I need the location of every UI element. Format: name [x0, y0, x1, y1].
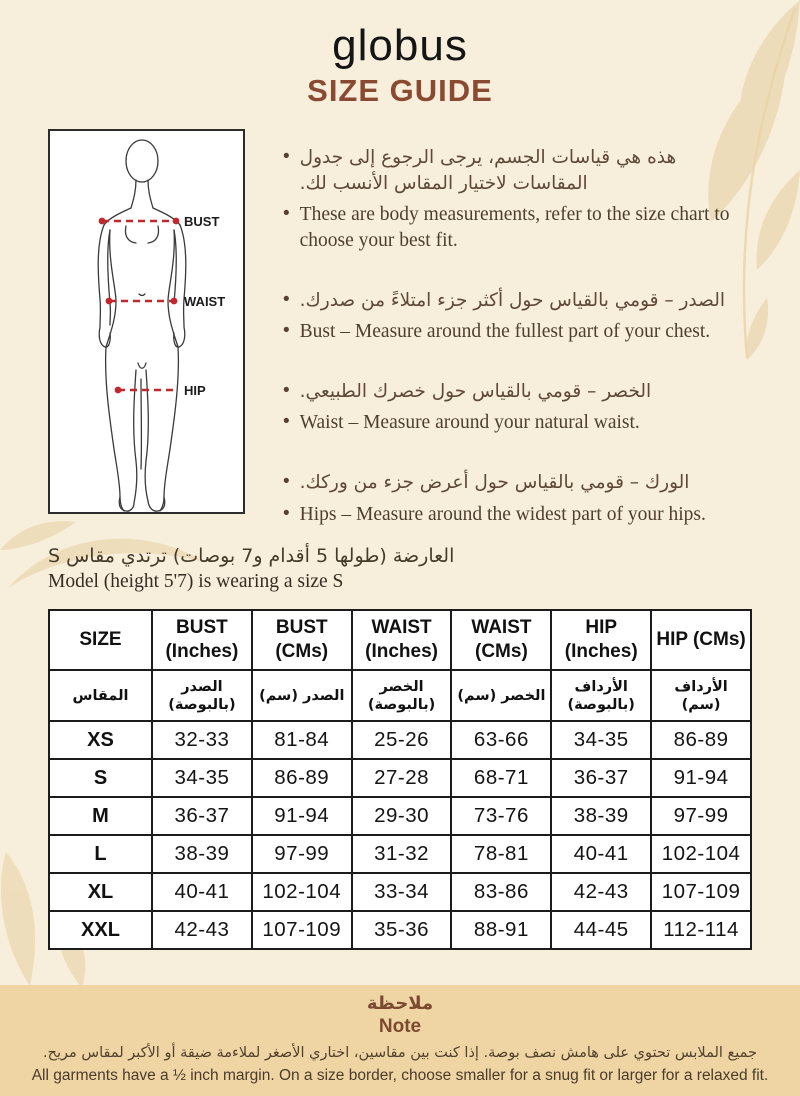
table-row	[49, 797, 751, 835]
header	[0, 0, 800, 109]
bust-label: BUST	[184, 214, 220, 229]
bullet-icon: •	[283, 411, 290, 433]
instruction-en: Waist – Measure around your natural waist.	[299, 412, 640, 434]
measurement-cell: 36-37	[551, 759, 651, 797]
measurement-section	[0, 109, 800, 527]
measurement-cell: 102-104	[651, 835, 751, 873]
column-header-ar: الأرداف (بالبوصة)	[551, 670, 651, 721]
note-body-en: All garments have a ½ inch margin. On a size border, choose smaller for a snug fit or larger for a relaxed fit.	[31, 1066, 769, 1084]
measurement-cell: 78-81	[451, 835, 551, 873]
measurement-cell: 91-94	[651, 759, 751, 797]
measurement-cell: 34-35	[551, 721, 651, 759]
waist-label: WAIST	[184, 294, 226, 309]
measurement-cell: 68-71	[451, 759, 551, 797]
size-cell: XS	[49, 721, 152, 759]
instruction-item-bust	[283, 288, 752, 345]
column-header-ar: الخصر (بالبوصة)	[352, 670, 452, 721]
instruction-item-hip	[283, 470, 752, 527]
column-header-ar: الصدر (سم)	[252, 670, 352, 721]
measurement-cell: 29-30	[352, 797, 452, 835]
measurement-cell: 35-36	[352, 911, 452, 949]
measurement-cell: 33-34	[352, 873, 452, 911]
table-row	[49, 835, 751, 873]
measurement-cell: 88-91	[451, 911, 551, 949]
instruction-ar: الخصر – قومي بالقياس حول خصرك الطبيعي.	[299, 380, 652, 402]
note-title-ar: ملاحظة	[366, 993, 434, 1014]
hip-label: HIP	[184, 383, 206, 398]
size-cell: XL	[49, 873, 152, 911]
bullet-icon: •	[283, 288, 290, 310]
bullet-icon: •	[283, 379, 290, 401]
measurement-cell: 40-41	[551, 835, 651, 873]
column-header-ar: الصدر (بالبوصة)	[152, 670, 252, 721]
body-diagram	[48, 129, 245, 514]
measurement-cell: 25-26	[352, 721, 452, 759]
measurement-cell: 112-114	[651, 911, 751, 949]
measurement-cell: 27-28	[352, 759, 452, 797]
instruction-en: Hips – Measure around the widest part of your hips.	[299, 503, 706, 525]
table-row	[49, 873, 751, 911]
bullet-icon: •	[283, 320, 290, 342]
bullet-icon: •	[283, 471, 290, 492]
page-title: SIZE GUIDE	[307, 73, 493, 108]
measurement-cell: 32-33	[152, 721, 252, 759]
instruction-ar: الورك – قومي بالقياس حول أعرض جزء من وركك.	[299, 472, 690, 493]
column-header-en: HIP (CMs)	[651, 610, 751, 670]
measurement-cell: 38-39	[551, 797, 651, 835]
model-info-en: Model (height 5'7) is wearing a size S	[48, 571, 344, 593]
note-body-ar: جميع الملابس تحتوي على هامش نصف بوصة. إذا كنت بين مقاسين، اختاري الأصغر لملاءمة ضيقة أو الأكبر لمقاس مريح.	[43, 1045, 757, 1062]
table-header-row-en	[49, 610, 751, 670]
measurement-cell: 107-109	[651, 873, 751, 911]
measurement-cell: 83-86	[451, 873, 551, 911]
measurement-cell: 81-84	[252, 721, 352, 759]
measurement-cell: 73-76	[451, 797, 551, 835]
measurement-cell: 97-99	[651, 797, 751, 835]
instruction-item-waist	[283, 379, 752, 436]
instruction-item-general	[283, 145, 752, 254]
note-title-en: Note	[378, 1016, 422, 1038]
column-header-en: SIZE	[49, 610, 152, 670]
table-row	[49, 759, 751, 797]
measurement-cell: 97-99	[252, 835, 352, 873]
column-header-en: WAIST (CMs)	[451, 610, 551, 670]
model-info	[48, 543, 752, 595]
table-header-row-ar	[49, 670, 751, 721]
size-table-body	[49, 721, 751, 949]
brand-logo: globus	[332, 21, 468, 70]
table-row	[49, 911, 751, 949]
model-info-ar: العارضة (طولها 5 أقدام و7 بوصات) ترتدي مقاس S	[48, 545, 455, 568]
body-figure-illustration	[50, 131, 243, 512]
measurement-cell: 86-89	[651, 721, 751, 759]
table-row	[49, 721, 751, 759]
measurement-cell: 63-66	[451, 721, 551, 759]
bullet-icon: •	[283, 203, 290, 225]
measurement-cell: 44-45	[551, 911, 651, 949]
note-section	[0, 985, 800, 1096]
instruction-ar: هذه هي قياسات الجسم، يرجى الرجوع إلى جدول المقاسات لاختيار المقاس الأنسب لك.	[299, 147, 677, 194]
measurement-cell: 86-89	[252, 759, 352, 797]
measurement-cell: 36-37	[152, 797, 252, 835]
size-table	[48, 609, 752, 950]
bullet-icon: •	[283, 502, 290, 524]
column-header-en: BUST (Inches)	[152, 610, 252, 670]
measurement-cell: 91-94	[252, 797, 352, 835]
column-header-ar: الخصر (سم)	[451, 670, 551, 721]
instruction-list	[283, 129, 752, 527]
measurement-cell: 42-43	[152, 911, 252, 949]
size-cell: S	[49, 759, 152, 797]
measurement-cell: 102-104	[252, 873, 352, 911]
instruction-ar: الصدر – قومي بالقياس حول أكثر جزء امتلاءً من صدرك.	[299, 289, 725, 311]
instruction-en: Bust – Measure around the fullest part of your chest.	[299, 321, 711, 343]
column-header-en: WAIST (Inches)	[352, 610, 452, 670]
measurement-cell: 107-109	[252, 911, 352, 949]
size-cell: L	[49, 835, 152, 873]
size-cell: XXL	[49, 911, 152, 949]
column-header-en: BUST (CMs)	[252, 610, 352, 670]
measurement-cell: 38-39	[152, 835, 252, 873]
size-cell: M	[49, 797, 152, 835]
measurement-cell: 34-35	[152, 759, 252, 797]
instruction-en: These are body measurements, refer to the size chart to choose your best fit.	[299, 204, 730, 251]
column-header-ar: الأرداف (سم)	[651, 670, 751, 721]
measurement-cell: 31-32	[352, 835, 452, 873]
measurement-cell: 40-41	[152, 873, 252, 911]
measurement-cell: 42-43	[551, 873, 651, 911]
column-header-en: HIP (Inches)	[551, 610, 651, 670]
column-header-ar: المقاس	[49, 670, 152, 721]
bullet-icon: •	[283, 146, 290, 167]
